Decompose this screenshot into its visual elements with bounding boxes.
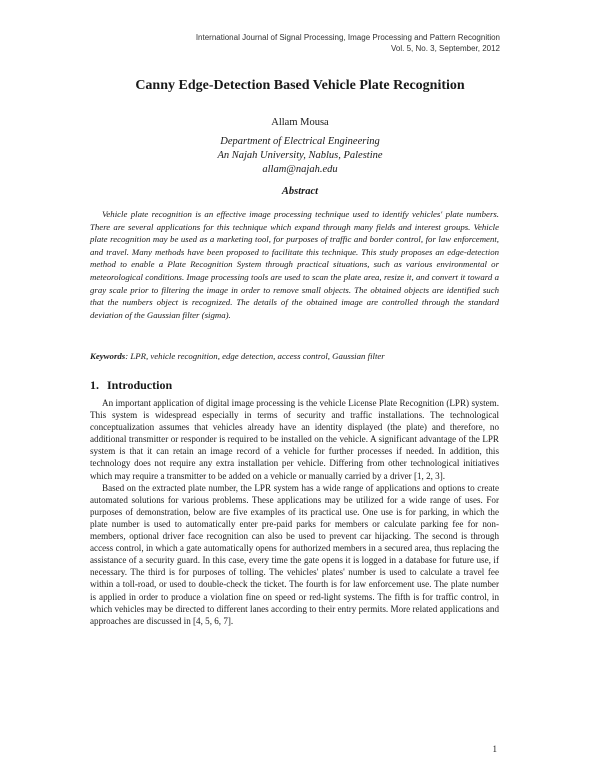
department: Department of Electrical Engineering — [220, 136, 380, 147]
keywords-label: Keywords — [90, 351, 126, 361]
affiliation-block — [0, 135, 600, 177]
journal-header — [196, 32, 500, 54]
section-body — [90, 397, 499, 627]
university: An Najah University, Nablus, Palestine — [217, 150, 383, 161]
journal-name: International Journal of Signal Processing, Image Processing and Pattern Recognition — [195, 33, 500, 42]
keywords-line — [90, 351, 510, 361]
section-number: 1. — [90, 378, 99, 392]
section-title: Introduction — [107, 378, 173, 392]
body-paragraph: An important application of digital image processing is the vehicle License Plate Recognition (LPR) system. This system is widespread especially in terms of security and traffic installations. The technological conceptualization assumes that vehicles already have an identity displayed (the plate) and therefore, no additional transmitter or responder is required to be installed on the vehicle. A significant advantage of the LPR system is that it can retain an image record of a vehicle for further processes if needed. In addition, this technology does not require any extra installation per vehicle. Differing from other technological initiatives which may require a transmitter to be added on a vehicle or manually carried by a driver [1, 2, 3]. — [90, 398, 499, 481]
abstract-text: Vehicle plate recognition is an effective image processing technique used to identify vehicles' plate numbers. There are several applications for this technique which expand through many fields and interest groups. Vehicle plate recognition may be used as a marketing tool, for purposes of traffic and border control, for law enforcement, and travel. Many methods have been proposed to facilitate this technique. This study proposes an edge-detection method to enable a Plate Recognition System through practical situations, such as various environmental or meteorological conditions. Image processing tools are used to scan the plate area, resize it, and convert it toward a gray scale prior to filtering the image in order to remove small objects. The obtained objects are identified such that the numbers object is recognized. The details of the obtained image are controlled through the standard deviation of the Gaussian filter (sigma). — [90, 209, 499, 320]
author-name: Allam Mousa — [271, 117, 329, 128]
body-paragraph: Based on the extracted plate number, the LPR system has a wide range of applications and options to create automated solutions for various problems. These applications may be utilized for a wide range of uses. For purposes of demonstration, below are five examples of its practical use. One use is for parking, in which the plate number is used to automatically enter pre-paid parks for members or calculate parking fee for non-members, optional driver face recognition can also be used to prevent car hijacking. The second is through access control, in which a gate automatically opens for authorized members in a secured area, thus replacing the assistance of a security guard. In this case, every time the gate opens it is logged in a database for future use, if necessary. The third is for purposes of tolling. The vehicles' plates' number is used to calculate a travel fee within a toll-road, or used to double-check the ticket. The fourth is for law enforcement use. The plate number is applied in order to produce a violation fine on speed or red-light systems. The fifth is for traffic control, in which vehicles may be directed to different lanes according to their entry permits. More related applications and approaches are discussed in [4, 5, 6, 7]. — [90, 482, 499, 626]
journal-volume: Vol. 5, No. 3, September, 2012 — [391, 44, 500, 53]
page-number: 1 — [492, 744, 497, 754]
keywords-list: : LPR, vehicle recognition, edge detection, access control, Gaussian filter — [125, 351, 385, 361]
section-heading — [90, 378, 172, 393]
author-email: allam@najah.edu — [262, 164, 338, 175]
paper-title: Canny Edge-Detection Based Vehicle Plate Recognition — [135, 78, 465, 93]
abstract-heading: Abstract — [281, 186, 319, 197]
